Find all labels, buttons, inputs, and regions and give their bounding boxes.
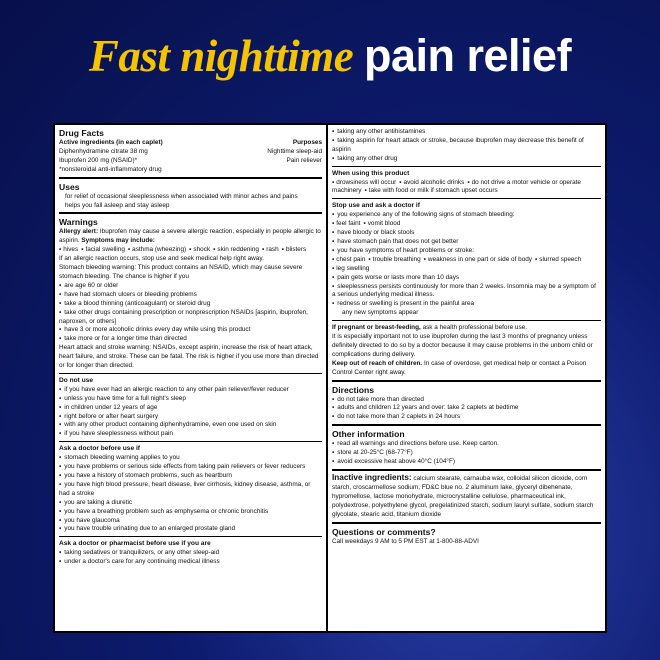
- list-item: ▪ you experience any of the following signs of stomach bleeding:: [332, 211, 601, 220]
- allergy-label: Allergy alert:: [59, 228, 99, 236]
- drug-facts-title: Drug Facts: [59, 128, 104, 138]
- stop-use-section: [332, 199, 601, 321]
- ask-doctor-title: Ask a doctor before use if: [59, 445, 140, 453]
- heart-signs: [332, 256, 601, 265]
- stop-use-list-3: [332, 274, 601, 310]
- pregnant-warning: [332, 324, 601, 333]
- symptoms-label: Symptoms may include:: [81, 237, 155, 245]
- list-item: ▪ stomach bleeding warning applies to you: [59, 454, 322, 463]
- list-item: ▪ right before or after heart surgery: [59, 413, 322, 422]
- list-item: ▪ unless you have time for a full night's sleep: [59, 395, 322, 404]
- list-item: ▪ trouble breathing: [368, 256, 420, 263]
- active-ingredients-header: Active ingredients (in each caplet): [59, 139, 163, 146]
- inactive-section: [332, 471, 601, 524]
- list-item: ▪ you have glaucoma: [59, 517, 322, 526]
- ingredient-name: Ibuprofen 200 mg (NSAID)*: [59, 156, 138, 164]
- ask-pharmacist-section: [59, 537, 322, 569]
- list-item: ▪ pain gets worse or lasts more than 10 days: [332, 274, 601, 283]
- list-item: ▪ taking aspirin for heart attack or stroke, because ibuprofen may decrease this benefit of aspirin: [332, 137, 601, 155]
- list-item: ▪ take a blood thinning (anticoagulant) or steroid drug: [59, 300, 322, 309]
- list-item: ▪ are age 60 or older: [59, 282, 322, 291]
- col2-top-section: [332, 125, 601, 167]
- inactive-title: Inactive ingredients:: [332, 473, 412, 482]
- list-item: ▪ feel faint: [332, 220, 360, 227]
- list-item: ▪ weakness in one part or side of body: [424, 256, 532, 263]
- inactive-text: calcium stearate, carnauba wax, colloidal silicon dioxide, corn starch, croscarmellose sodium, FD&C blue no. 2 aluminum lake, glyceryl dibehenate, hypromellose, lactose monohydrate, microcrystalline cellulose, pharmaceutical ink, polydextrose, polyethylene glycol, pregelatinized starch, sodium lauryl sulfate, sodium starch glycolate, stearic acid, titanium dioxide: [332, 475, 594, 518]
- other-info-section: [332, 426, 601, 471]
- uses-title: Uses: [59, 181, 80, 192]
- list-item: ▪ you have a history of stomach problems, such as heartburn: [59, 472, 322, 481]
- list-item: ▪ in children under 12 years of age: [59, 404, 322, 413]
- stop-use-title: Stop use and ask a doctor if: [332, 202, 420, 210]
- allergy-text: Ibuprofen may cause a severe allergic reaction, especially in people allergic to aspirin.: [59, 228, 321, 245]
- headline: [0, 30, 660, 82]
- pregnant-text-2: It is especially important not to use ibuprofen during the last 3 months of pregnancy unless definitely directed to do so by a doctor because it may cause problems in the unborn child or complications during delivery.: [332, 333, 593, 358]
- stomach-list: [59, 282, 322, 344]
- directions-section: [332, 382, 601, 427]
- ask-pharmacist-title: Ask a doctor or pharmacist before use if you are: [59, 540, 211, 548]
- list-item: ▪ take more or for a longer time than directed: [59, 335, 322, 344]
- keep-text: In case of overdose, get medical help or contact a Poison Control Center right away.: [332, 359, 587, 376]
- drug-facts-section: [59, 125, 322, 179]
- list-item: ▪ do not drive a motor vehicle or operate machinery: [332, 179, 581, 195]
- other-info-list: [332, 440, 601, 467]
- pregnant-label: If pregnant or breast-feeding,: [332, 324, 421, 332]
- ingredient-purpose: Nighttime sleep-aid: [267, 147, 322, 155]
- list-item: ▪ taking any other antihistamines: [332, 128, 601, 137]
- ingredient-row: [59, 148, 322, 157]
- list-item: ▪ drowsiness will occur: [332, 179, 396, 186]
- heart-warning: Heart attack and stroke warning: NSAIDs, except aspirin, increase the risk of heart attack, heart failure, and stroke. These can be fatal. The risk is higher if you use more than directed or for longer than directed.: [59, 344, 319, 370]
- stop-use-tail: any new symptoms appear: [342, 309, 419, 317]
- list-item: ▪ with any other product containing diphenhydramine, even one used on skin: [59, 421, 322, 430]
- list-item: ▪ have had stomach ulcers or bleeding problems: [59, 291, 322, 300]
- symptom: ▪ skin reddening: [213, 246, 259, 253]
- ask-pharmacist-list: [59, 549, 322, 567]
- list-item: ▪ do not take more than directed: [332, 396, 601, 405]
- list-item: ▪ read all warnings and directions before use. Keep carton.: [332, 440, 601, 449]
- pregnant-text: ask a health professional before use.: [422, 324, 528, 332]
- warnings-title: Warnings: [59, 217, 98, 228]
- list-item: ▪ sleeplessness persists continuously for more than 2 weeks. Insomnia may be a symptom of a serious underlying medical illness.: [332, 283, 601, 301]
- list-item: ▪ do not take more than 2 caplets in 24 hours: [332, 413, 601, 422]
- symptom: ▪ rash: [262, 246, 279, 253]
- heart-signs-2: [332, 265, 601, 274]
- drug-facts-panel: [53, 123, 607, 633]
- list-item: ▪ you have trouble urinating due to an enlarged prostate gland: [59, 525, 322, 534]
- ingredient-purpose: Pain reliever: [286, 156, 322, 164]
- list-item: ▪ take with food or milk if stomach upset occurs: [364, 187, 497, 194]
- symptom: ▪ hives: [59, 246, 78, 253]
- stop-use-list: [332, 211, 601, 220]
- col2-top-list: [332, 128, 601, 164]
- questions-section: [332, 524, 601, 549]
- list-item: ▪ if you have ever had an allergic reaction to any other pain reliever/fever reducer: [59, 386, 322, 395]
- warnings-section: [59, 214, 322, 374]
- list-item: ▪ store at 20-25°C (68-77°F): [332, 449, 601, 458]
- list-item: ▪ adults and children 12 years and over: take 2 caplets at bedtime: [332, 404, 601, 413]
- headline-part2: pain relief: [364, 30, 572, 81]
- list-item: ▪ chest pain: [332, 256, 365, 263]
- do-not-use-title: Do not use: [59, 376, 94, 384]
- ask-doctor-section: [59, 442, 322, 537]
- list-item: ▪ avoid excessive heat above 40°C (104°F): [332, 458, 601, 467]
- uses-section: [59, 179, 322, 215]
- purposes-header: Purposes: [292, 139, 322, 146]
- stomach-warning: Stomach bleeding warning: This product contains an NSAID, which may cause severe stomach bleeding. The chance is higher if you: [59, 264, 303, 280]
- questions-title: Questions or comments?: [332, 526, 436, 537]
- when-using-section: [332, 167, 601, 200]
- symptom: ▪ facial swelling: [81, 246, 125, 253]
- list-item: ▪ leg swelling: [332, 265, 369, 272]
- other-info-title: Other information: [332, 429, 405, 440]
- list-item: ▪ if you have sleeplessness without pain: [59, 430, 322, 439]
- drug-facts-column-left: [55, 125, 328, 631]
- list-item: ▪ you have problems or serious side effects from taking pain relievers or fever reducers: [59, 463, 322, 472]
- list-item: ▪ slurred speech: [535, 256, 581, 263]
- list-item: ▪ have bloody or black stools: [332, 229, 601, 238]
- list-item: ▪ you are taking a diuretic: [59, 499, 322, 508]
- stomach-signs: [332, 220, 601, 229]
- list-item: ▪ vomit blood: [363, 220, 400, 227]
- when-using-list: [332, 179, 601, 197]
- list-item: ▪ avoid alcoholic drinks: [399, 179, 464, 186]
- do-not-use-section: [59, 374, 322, 442]
- stop-use-list-2: [332, 229, 601, 256]
- uses-text: for relief of occasional sleeplessness when associated with minor aches and pains: [65, 192, 298, 200]
- symptoms-list: [59, 246, 322, 255]
- list-item: ▪ redness or swelling is present in the painful area: [332, 300, 601, 309]
- do-not-use-list: [59, 386, 322, 439]
- symptom: ▪ blisters: [282, 246, 307, 253]
- pregnant-section: [332, 321, 601, 381]
- ingredient-name: Diphenhydramine citrate 38 mg: [59, 147, 148, 155]
- when-using-title: When using this product: [332, 169, 410, 177]
- footnote: *nonsteroidal anti-inflammatory drug: [59, 165, 162, 173]
- uses-text-2: helps you fall asleep and stay asleep: [65, 201, 170, 209]
- list-item: ▪ have 3 or more alcoholic drinks every day while using this product: [59, 326, 322, 335]
- allergy-action: If an allergic reaction occurs, stop use and seek medical help right away.: [59, 255, 264, 263]
- ingredient-row: [59, 157, 322, 166]
- questions-text: Call weekdays 9 AM to 5 PM EST at 1-800-88-ADVI: [332, 537, 479, 545]
- list-item: ▪ have stomach pain that does not get better: [332, 238, 601, 247]
- directions-title: Directions: [332, 384, 375, 395]
- symptom: ▪ asthma (wheezing): [128, 246, 186, 253]
- drug-facts-column-right: [328, 125, 605, 631]
- active-header-row: [59, 139, 322, 148]
- list-item: ▪ take other drugs containing prescription or nonprescription NSAIDs [aspirin, ibuprofen, naproxen, or others]: [59, 309, 322, 327]
- headline-part1: Fast nighttime: [88, 31, 354, 81]
- list-item: ▪ you have symptoms of heart problems or stroke:: [332, 247, 601, 256]
- directions-list: [332, 396, 601, 423]
- list-item: ▪ taking any other drug: [332, 155, 601, 164]
- symptom: ▪ shock: [189, 246, 210, 253]
- list-item: ▪ taking sedatives or tranquilizers, or any other sleep-aid: [59, 549, 322, 558]
- list-item: ▪ you have high blood pressure, heart disease, liver cirrhosis, kidney disease, asthma, or had a stroke: [59, 481, 322, 499]
- ask-doctor-list: [59, 454, 322, 534]
- keep-out-of-reach: [332, 360, 601, 378]
- keep-label: Keep out of reach of children.: [332, 359, 423, 367]
- list-item: ▪ you have a breathing problem such as emphysema or chronic bronchitis: [59, 508, 322, 517]
- allergy-alert: [59, 228, 322, 246]
- list-item: ▪ under a doctor's care for any continuing medical illness: [59, 558, 322, 567]
